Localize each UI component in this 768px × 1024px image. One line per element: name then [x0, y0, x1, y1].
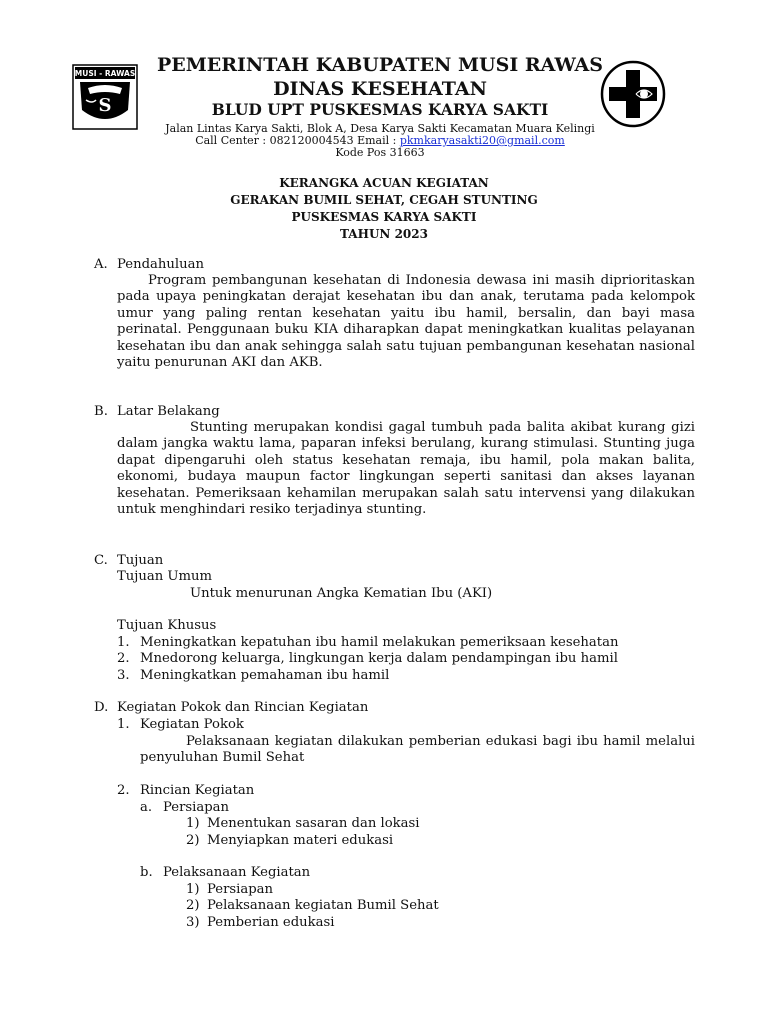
doc-title-line1: KERANGKA ACUAN KEGIATAN — [279, 176, 489, 190]
letterhead-unit: BLUD UPT PUSKESMAS KARYA SAKTI — [211, 100, 549, 119]
persiapan-label: Persiapan — [163, 800, 230, 815]
list-item-text: Menyiapkan materi edukasi — [207, 833, 394, 848]
list-item — [186, 898, 439, 914]
pelaksanaan-marker: b. — [140, 865, 153, 880]
tujuan-umum-text: Untuk menurunan Angka Kematian Ibu (AKI) — [190, 586, 493, 601]
list-item-number: 3) — [186, 915, 200, 930]
list-item — [186, 816, 420, 832]
doc-title-line2: GERAKAN BUMIL SEHAT, CEGAH STUNTING — [230, 193, 538, 207]
pelaksanaan-label: Pelaksanaan Kegiatan — [163, 865, 311, 880]
tujuan-khusus-label: Tujuan Khusus — [117, 618, 217, 633]
call-center: Call Center : 082120004543 Email : — [195, 134, 400, 147]
letterhead-postal: Kode Pos 31663 — [335, 146, 425, 159]
list-item — [186, 833, 393, 849]
tujuan-umum-label: Tujuan Umum — [117, 569, 213, 584]
list-item-text: Meningkatkan kepatuhan ibu hamil melakukan pemeriksaan kesehatan — [140, 635, 619, 650]
section-b-paragraph: Stunting merupakan kondisi gagal tumbuh pada balita akibat kurang gizi dalam jangka waktu lama, paparan infeksi berulang, kurang stimulasi. Stunting juga dapat dipengaruhi oleh status kesehatan remaja, ibu hamil, pola makan balita, ekonomi, budaya maupun factor lingkungan seperti sanitasi dan akses layanan kesehatan. Pemeriksaan kehamilan merupakan salah satu intervensi yang dilakukan untuk menghindari resiko terjadinya stunting. — [117, 420, 695, 518]
list-item-text: Meningkatkan pemahaman ibu hamil — [140, 668, 390, 683]
list-item-text: Pelaksanaan kegiatan Bumil Sehat — [207, 898, 439, 913]
list-item-number: 1) — [186, 882, 200, 897]
section-c-marker: C. — [94, 553, 108, 568]
persiapan-marker: a. — [140, 800, 153, 815]
list-item-number: 2) — [186, 833, 200, 848]
list-item — [117, 651, 618, 667]
letterhead-department: DINAS KESEHATAN — [273, 78, 487, 100]
section-c-heading: Tujuan — [117, 553, 164, 568]
emblem-label: MUSI - RAWAS — [74, 69, 136, 78]
kegiatan-pokok-text: Pelaksanaan kegiatan dilakukan pemberian edukasi bagi ibu hamil melalui penyuluhan Bumil Sehat — [140, 734, 695, 766]
kegiatan-pokok-label: Kegiatan Pokok — [140, 717, 244, 732]
doc-title-line4: TAHUN 2023 — [340, 227, 428, 241]
section-d-marker: D. — [94, 700, 109, 715]
kegiatan-pokok-number: 1. — [117, 717, 130, 732]
section-a-paragraph: Program pembangunan kesehatan di Indonesia dewasa ini masih diprioritaskan pada upaya peningkatan derajat kesehatan ibu dan anak, terutama pada kelompok umur yang paling rentan kesehatan yaitu ibu hamil, bersalin, dan bayi masa perinatal. Penggunaan buku KIA diharapkan dapat meningkatkan kualitas pelayanan kesehatan ibu dan anak sehingga salah satu tujuan pembangunan kesehatan nasional yaitu penurunan AKI dan AKB. — [117, 273, 695, 371]
list-item — [117, 635, 618, 651]
list-item — [117, 668, 389, 684]
doc-title-line3: PUSKESMAS KARYA SAKTI — [291, 210, 477, 224]
section-d-heading: Kegiatan Pokok dan Rincian Kegiatan — [117, 700, 369, 715]
rincian-kegiatan-number: 2. — [117, 783, 130, 798]
list-item-text: Menentukan sasaran dan lokasi — [207, 816, 420, 831]
section-a-heading: Pendahuluan — [117, 257, 204, 272]
list-item-text: Persiapan — [207, 882, 274, 897]
list-item-number: 2) — [186, 898, 200, 913]
list-item-text: Pemberian edukasi — [207, 915, 335, 930]
list-item-number: 3. — [117, 668, 130, 683]
list-item-number: 2. — [117, 651, 130, 666]
letterhead-government: PEMERINTAH KABUPATEN MUSI RAWAS — [156, 54, 604, 76]
section-b-marker: B. — [94, 404, 108, 419]
list-item — [186, 915, 334, 931]
email-link[interactable]: pkmkaryasakti20@gmail.com — [399, 134, 565, 147]
rincian-kegiatan-label: Rincian Kegiatan — [140, 783, 255, 798]
list-item-number: 1. — [117, 635, 130, 650]
list-item-text: Mnedorong keluarga, lingkungan kerja dalam pendampingan ibu hamil — [140, 651, 618, 666]
section-b-heading: Latar Belakang — [117, 404, 220, 419]
list-item — [186, 882, 273, 898]
section-a-marker: A. — [94, 257, 108, 272]
svg-text:S: S — [98, 95, 112, 116]
letterhead-address: Jalan Lintas Karya Sakti, Blok A, Desa Karya Sakti Kecamatan Muara Kelingi — [165, 122, 595, 135]
list-item-number: 1) — [186, 816, 200, 831]
